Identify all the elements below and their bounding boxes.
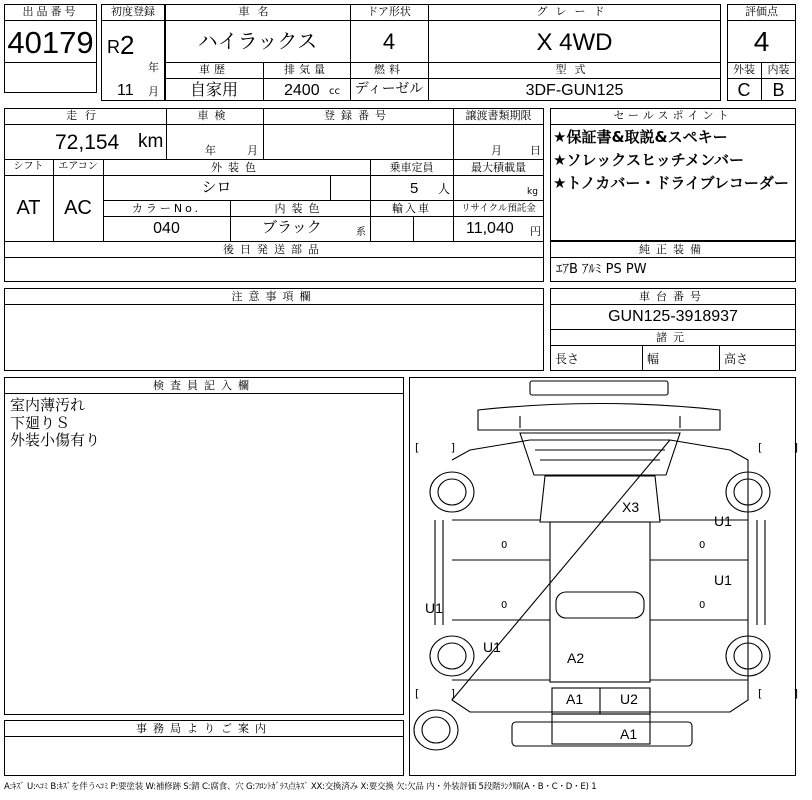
doors: 4 — [382, 29, 396, 54]
damage-mark: U1 — [714, 572, 732, 588]
transfer-label: 譲渡書類期限 — [465, 109, 532, 122]
inspection-label: 車検 — [197, 109, 232, 122]
grade-label: グレード — [536, 5, 613, 18]
car-name-label: 車名 — [238, 5, 277, 18]
damage-mark: U1 — [714, 513, 732, 529]
aircon-label: エアコン — [58, 161, 98, 172]
chassis-label: 車台番号 — [639, 290, 707, 303]
chassis-number: GUN125-3918937 — [608, 308, 738, 325]
zero-mark: 0 — [501, 540, 508, 551]
history: 自家用 — [189, 80, 238, 99]
zero-mark: 0 — [699, 600, 706, 611]
damage-mark: U2 — [620, 691, 638, 707]
ext-color-label: 外装色 — [211, 161, 262, 174]
sales-points-label: セールスポイント — [613, 109, 733, 122]
score-label: 評価点 — [745, 5, 778, 18]
doors-label: ドア形状 — [367, 5, 411, 18]
notes-label: 注意事項欄 — [231, 290, 317, 303]
reg-month: 11 — [117, 82, 134, 99]
shift-label: シフト — [13, 161, 44, 172]
fuel-label: 燃料 — [374, 63, 404, 76]
color-no: 040 — [153, 220, 180, 237]
legend: A:ｷｽﾞ U:ﾍｺﾐ B:ｷｽﾞを伴うﾍｺﾐ P:要塗装 W:補修跡 S:錆 C:腐食、穴 G:ﾌﾛﾝﾄｶﾞﾗｽ点ｷｽﾞ XX:交換済み X:要交換 欠:欠品 内・外装評価 5段階ﾗﾝｸ順(A・B・C・D・E) 1 — [4, 782, 597, 792]
insp-month-unit: 月 — [247, 144, 258, 157]
office-label: 事務局よりご案内 — [136, 722, 272, 735]
recycle-fee: 11,040 — [466, 220, 514, 237]
mileage-label: 走行 — [66, 109, 104, 122]
transfer-day-unit: 日 — [530, 144, 541, 157]
mileage-unit: km — [138, 131, 164, 152]
int-color: ブラック — [262, 218, 322, 236]
lot-number: 40179 — [7, 25, 94, 60]
damage-mark: U1 — [483, 639, 501, 655]
bracket-label: [ ] — [415, 687, 470, 700]
era: R — [107, 37, 120, 57]
shift: AT — [16, 197, 41, 219]
fuel: ディーゼル — [354, 81, 424, 97]
capacity-unit: 人 — [438, 182, 451, 196]
vehicle-diagram-box — [409, 377, 796, 776]
first-reg-label: 初度登録 — [111, 5, 155, 18]
length-label: 長さ — [555, 352, 580, 366]
sales-point: ★ソレックスヒッチメンバー — [553, 151, 745, 169]
equipment-label: 純正装備 — [639, 243, 707, 256]
grade: X 4WD — [536, 29, 613, 56]
damage-mark: A1 — [620, 726, 638, 742]
damage-mark: A2 — [567, 650, 585, 666]
recycle-unit: 円 — [530, 225, 541, 238]
max-load-unit: kg — [527, 187, 538, 197]
aircon: AC — [64, 197, 92, 219]
width-label: 幅 — [647, 352, 660, 366]
inspector-note: 外装小傷有り — [10, 431, 101, 449]
interior-grade: B — [772, 80, 785, 100]
bracket-label: [ ] — [758, 441, 812, 454]
capacity: 5 — [410, 180, 419, 197]
exterior-label: 外装 — [733, 63, 755, 76]
transfer-month-unit: 月 — [491, 144, 502, 157]
car-name: ハイラックス — [197, 29, 318, 53]
month-unit: 月 — [148, 85, 159, 98]
displacement-label: 排気量 — [284, 63, 329, 76]
insp-year-unit: 年 — [205, 144, 216, 157]
inspector-note: 室内薄汚れ — [10, 396, 86, 414]
history-label: 車歴 — [199, 63, 229, 76]
sales-point: ★トノカバー・ドライブレコーダー — [553, 174, 789, 192]
int-color-unit: 系 — [356, 227, 366, 238]
displacement-unit: cc — [329, 86, 340, 97]
score: 4 — [753, 26, 770, 57]
height-label: 高さ — [724, 352, 749, 366]
bracket-label: [ ] — [415, 441, 470, 454]
inspector-note: 下廻りＳ — [10, 414, 71, 432]
ext-color: シロ — [201, 178, 232, 196]
mileage: 72,154 — [55, 131, 120, 154]
reg-no-label: 登録番号 — [324, 109, 392, 122]
bracket-label: [ ] — [758, 687, 812, 700]
int-color-label: 内装色 — [274, 202, 326, 215]
max-load-label: 最大積載量 — [471, 161, 526, 174]
model: 3DF-GUN125 — [525, 82, 624, 99]
dims-label: 諸元 — [656, 331, 690, 344]
sales-point: ★保証書&取説&スペキー — [553, 128, 728, 146]
inspector-label: 検査員記入欄 — [153, 379, 255, 392]
displacement: 2400 — [284, 82, 320, 99]
lot-number-label: 出品番号 — [22, 5, 79, 18]
capacity-label: 乗車定員 — [389, 161, 434, 174]
zero-mark: 0 — [699, 540, 706, 551]
interior-label: 内装 — [767, 63, 790, 76]
year-unit: 年 — [148, 61, 159, 74]
color-no-label: カラーNo. — [131, 202, 202, 215]
equipment: ｴｱB ｱﾙﾐ PS PW — [556, 262, 647, 277]
damage-mark: X3 — [622, 499, 640, 515]
damage-mark: U1 — [425, 600, 443, 616]
reg-year: 2 — [120, 30, 135, 60]
model-label: 型式 — [555, 63, 594, 76]
damage-mark: A1 — [566, 691, 584, 707]
later-parts-label: 後日発送部品 — [223, 243, 325, 256]
import-label: 輸入車 — [392, 202, 431, 215]
recycle-label: リサイクル預託金 — [461, 203, 536, 214]
zero-mark: 0 — [501, 600, 508, 611]
exterior-grade: C — [737, 80, 751, 100]
